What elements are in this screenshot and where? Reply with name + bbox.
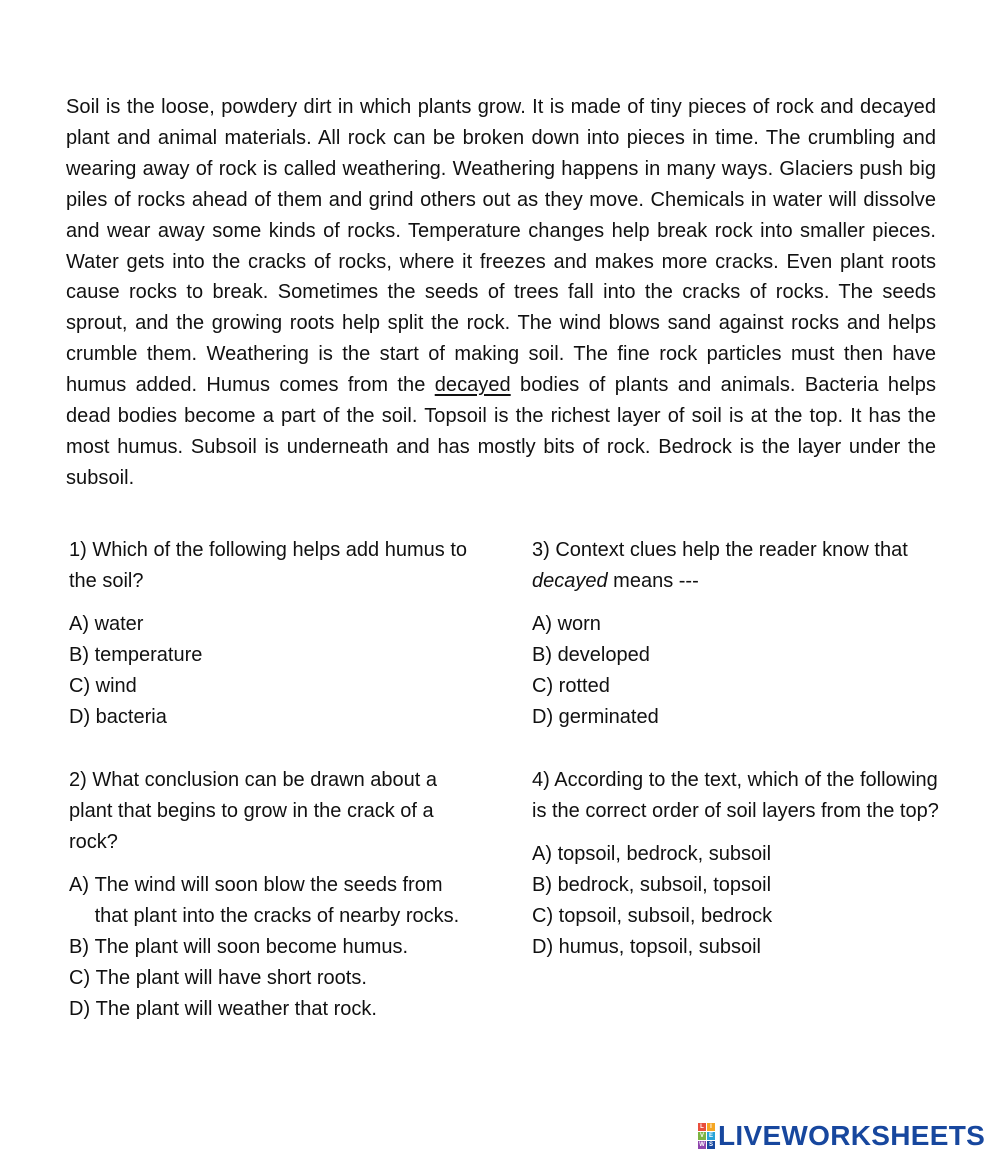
question-4-options <box>532 839 952 963</box>
question-2-option-b[interactable] <box>69 932 469 963</box>
option-letter: D) <box>532 706 559 728</box>
question-3-option-d[interactable] <box>532 702 952 733</box>
logo-mark-icon <box>698 1123 715 1149</box>
logo-mark-tile: W <box>699 1142 705 1148</box>
option-text: The plant will weather that rock. <box>95 998 377 1020</box>
passage-text-part2: bodies of plants and animals. Bacteria helps dead bodies become a part of the soil. Topsoil is the richest layer of soil is at the top. It has the most humus. Subsoil is underneath and has mostly bits of rock. Bedrock is the layer under the subsoil. <box>66 374 936 489</box>
logo-mark-tile: E <box>708 1133 713 1139</box>
logo-mark-tile: S <box>708 1142 713 1148</box>
option-letter: B) <box>532 644 558 666</box>
liveworksheets-logo <box>698 1121 985 1151</box>
option-letter: A) <box>69 613 95 635</box>
logo-text: LIVEWORKSHEETS <box>718 1120 986 1151</box>
question-1-option-d[interactable] <box>69 702 489 733</box>
option-text: bacteria <box>95 706 167 728</box>
logo-mark-tile: I <box>707 1123 715 1131</box>
option-text: worn <box>557 613 601 635</box>
question-4-option-a[interactable] <box>532 839 952 870</box>
option-text: developed <box>557 644 650 666</box>
logo-mark-tile: L <box>698 1123 706 1131</box>
option-text: bedrock, subsoil, topsoil <box>557 874 772 896</box>
option-text: temperature <box>94 644 203 666</box>
question-3-option-b[interactable] <box>532 640 952 671</box>
option-letter: A) <box>532 613 558 635</box>
option-text: topsoil, bedrock, subsoil <box>557 843 772 865</box>
option-letter: C) <box>532 675 559 697</box>
question-1-options <box>69 609 489 733</box>
option-letter: B) <box>69 936 95 958</box>
option-text: water <box>94 613 144 635</box>
option-letter: D) <box>69 998 96 1020</box>
question-1-option-c[interactable] <box>69 671 489 702</box>
option-text: rotted <box>558 675 610 697</box>
question-1-text: 1) Which of the following helps add humus to the soil? <box>69 539 467 592</box>
option-text: humus, topsoil, subsoil <box>558 936 761 958</box>
option-letter: D) <box>69 706 96 728</box>
reading-passage <box>66 92 936 494</box>
question-4 <box>532 765 952 963</box>
question-4-option-b[interactable] <box>532 870 952 901</box>
passage-underlined-word: decayed <box>434 374 511 397</box>
question-3-option-c[interactable] <box>532 671 952 702</box>
question-4-text: 4) According to the text, which of the following is the correct order of soil layers from the top? <box>532 769 939 822</box>
option-text: topsoil, subsoil, bedrock <box>558 905 773 927</box>
question-2-option-c[interactable] <box>69 963 469 994</box>
option-text: The plant will soon become humus. <box>94 936 409 958</box>
question-3 <box>532 535 952 733</box>
question-1-option-a[interactable] <box>69 609 489 640</box>
question-4-option-c[interactable] <box>532 901 952 932</box>
question-3-text <box>532 535 952 597</box>
option-letter: B) <box>532 874 558 896</box>
option-letter: C) <box>69 675 96 697</box>
option-letter: D) <box>532 936 559 958</box>
question-1-option-b[interactable] <box>69 640 489 671</box>
passage-text-part1: Soil is the loose, powdery dirt in which plants grow. It is made of tiny pieces of rock and decayed plant and animal materials. All rock can be broken down into pieces in time. The crumbling and wearing away of rock is called weathering. Weathering happens in many ways. Glaciers push big piles of rocks ahead of them and grind others out as they move. Chemicals in water will dissolve and wear away some kinds of rocks. Temperature changes help break rock into smaller pieces. Water gets into the cracks of rocks, where it freezes and makes more cracks. Even plant roots cause rocks to break. Sometimes the seeds of trees fall into the cracks of rocks. The seeds sprout, and the growing roots help split the rock. The wind blows sand against rocks and helps crumble them. Weathering is the start of making soil. The fine rock particles must then have humus added. Humus comes from the <box>66 96 936 397</box>
question-2-text: 2) What conclusion can be drawn about a plant that begins to grow in the crack of a rock? <box>69 769 437 853</box>
option-text: germinated <box>558 706 659 728</box>
option-letter: A) <box>69 874 95 896</box>
question-1 <box>69 535 489 733</box>
option-text: wind <box>95 675 137 697</box>
question-3-options <box>532 609 952 733</box>
option-letter: B) <box>69 644 95 666</box>
question-3-text-before: 3) Context clues help the reader know that <box>532 539 908 561</box>
question-2-option-d[interactable] <box>69 994 469 1025</box>
option-text: The wind will soon blow the seeds from that plant into the cracks of nearby rocks. <box>94 874 460 927</box>
question-3-text-after: means --- <box>607 570 699 592</box>
question-2 <box>69 765 469 1025</box>
option-text: The plant will have short roots. <box>95 967 367 989</box>
logo-mark-tile: V <box>699 1133 704 1139</box>
question-3-italic-word: decayed <box>532 570 608 592</box>
question-3-option-a[interactable] <box>532 609 952 640</box>
question-2-options <box>69 870 469 1025</box>
option-letter: C) <box>532 905 559 927</box>
question-4-option-d[interactable] <box>532 932 952 963</box>
option-letter: C) <box>69 967 96 989</box>
option-letter: A) <box>532 843 558 865</box>
question-2-option-a[interactable] <box>69 870 469 932</box>
